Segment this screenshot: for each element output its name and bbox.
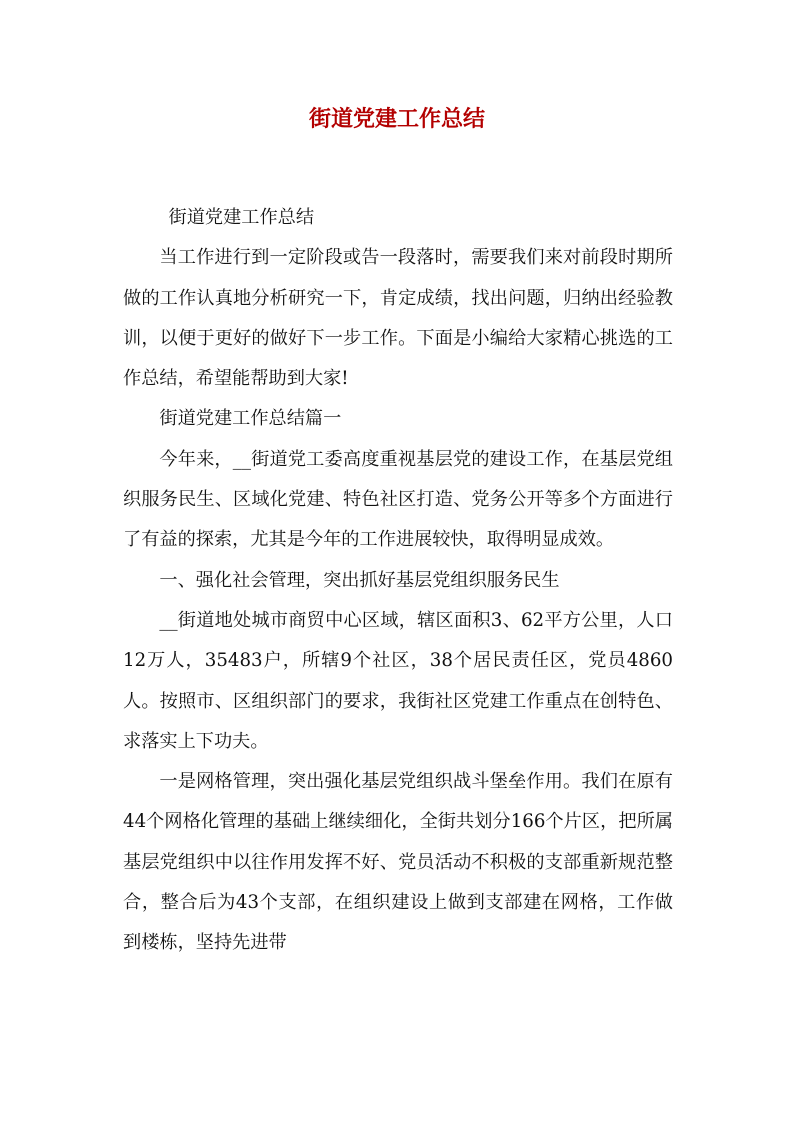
paragraph-overview: 今年来，__街道党工委高度重视基层党的建设工作，在基层党组织服务民生、区域化党建、特色社区打造、党务公开等多个方面进行了有益的探索，尤其是今年的工作进展较快，取得明显成效。	[123, 448, 673, 551]
document-body	[123, 198, 673, 964]
paragraph-subtitle: 街道党建工作总结	[168, 207, 315, 228]
paragraph-grid-management: 一是网格管理，突出强化基层党组织战斗堡垒作用。我们在原有44个网格化管理的基础上继续细化，全街共划分166个片区，把所属基层党组织中以往作用发挥不好、党员活动不积极的支部重新规范整合，整合后为43个支部，在组织建设上做到支部建在网格，工作做到楼栋，坚持先进带	[123, 771, 673, 954]
paragraph-section-heading: 街道党建工作总结篇一	[159, 408, 342, 430]
paragraph-heading-one: 一、强化社会管理，突出抓好基层党组织服务民生	[159, 569, 560, 591]
document-title: 街道党建工作总结	[308, 106, 485, 132]
paragraph-intro: 当工作进行到一定阶段或告一段落时，需要我们来对前段时期所做的工作认真地分析研究一下，肯定成绩，找出问题，归纳出经验教训，以便于更好的做好下一步工作。下面是小编给大家精心挑选的工作总结，希望能帮助到大家!	[123, 247, 673, 390]
paragraph-district-info: __街道地处城市商贸中心区域，辖区面积3、62平方公里，人口12万人，35483户，所辖9个社区，38个居民责任区，党员4860人。按照市、区组织部门的要求，我街社区党建工作重点在创特色、求落实上下功夫。	[123, 609, 673, 752]
